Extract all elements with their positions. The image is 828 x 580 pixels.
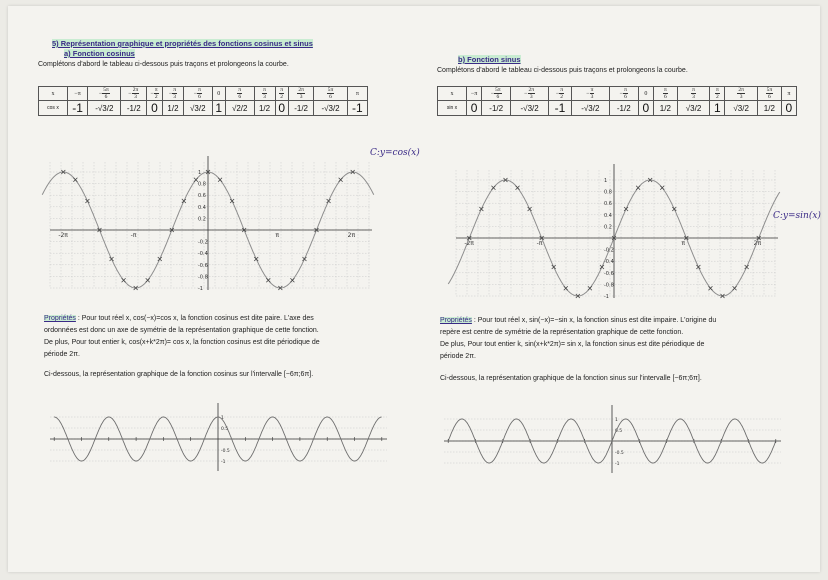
sine-graph-svg [444,156,784,302]
plotted-point [696,265,700,269]
table-value-cell: 0 [467,101,482,116]
table-value-cell: 0 [638,101,653,116]
table-value-cell: -1/2 [288,101,314,116]
y-tick-label: -0.2 [604,247,614,254]
table-value-cell: √3/2 [677,101,710,116]
plotted-point [230,199,234,203]
y-tick-label: 0.6 [604,201,612,208]
table-value-cell: 1/2 [254,101,275,116]
table-x-cell: −π [467,87,482,101]
cosine-graph [38,148,378,294]
table-x-cell: − $\frac{\pi}{3}$ [571,87,609,101]
table-value-cell: 1/2 [162,101,183,116]
y-tick-label: 0.8 [198,181,206,188]
table-x-cell: $\frac{5\pi}{6}$ [757,87,781,101]
worksheet-page [8,6,820,572]
sine-long-graph [440,403,785,475]
table-x-cell: − $\frac{5\pi}{6}$ [482,87,511,101]
plotted-point [528,207,532,211]
sine-value-table [437,86,797,116]
plotted-point [290,278,294,282]
x-tick-label: -2π [58,232,68,239]
table-x-cell: $\frac{\pi}{2}$ [710,87,725,101]
cosine-value-table [38,86,368,116]
table-value-cell: -1 [347,101,367,116]
plotted-point [660,186,664,190]
x-tick-label: -2π [464,240,474,247]
table-value-cell: -√3/2 [571,101,609,116]
table-x-cell: $\frac{\pi}{6}$ [225,87,254,101]
table-value-cell: 1/2 [653,101,677,116]
sine-properties: Propriétés : Pour tout réel x, sin(−x)=−sin x, la fonction sinus est dite impaire. L'origine du repère est centre de symétrie de la représentation graphique de cette fonction. De plus, Pour tout entier k, sin(x+k*2π)= sin x, la fonction sinus est dite périodique de période 2π. [440,317,717,360]
y-tick-label: 1 [221,416,224,421]
table-x-cell: − $\frac{2\pi}{3}$ [511,87,549,101]
table-x-cell: − $\frac{\pi}{6}$ [183,87,212,101]
plotted-point [624,207,628,211]
table-value-cell: -1/2 [121,101,147,116]
plotted-point [564,286,568,290]
y-tick-label: 1 [615,418,618,423]
y-tick-label: 0.8 [604,189,612,196]
plotted-point [745,265,749,269]
plotted-point [85,199,89,203]
y-tick-label: 0.2 [198,216,206,223]
y-tick-label: -0.6 [604,270,614,277]
x-tick-label: -π [130,232,137,239]
y-tick-label: -0.4 [604,259,614,266]
table-x-label: x [39,87,68,101]
cosine-subtitle: a) Fonction cosinus [64,49,135,58]
table-x-cell: − $\frac{5\pi}{6}$ [88,87,121,101]
table-f-label: cos x [39,101,68,116]
y-tick-label: -0.5 [221,449,230,454]
plotted-point [327,199,331,203]
table-value-cell: -1/2 [609,101,638,116]
y-tick-label: 0.5 [221,427,229,432]
y-tick-label: 1 [198,170,202,176]
y-tick-label: -0.8 [604,282,614,289]
table-x-cell: 0 [638,87,653,101]
table-value-row [39,101,368,116]
properties-label: Propriétés [44,315,76,322]
table-x-cell: π [347,87,367,101]
table-value-cell: -√3/2 [314,101,347,116]
plotted-point [218,178,222,182]
plotted-point [516,186,520,190]
table-x-cell: $\frac{2\pi}{3}$ [725,87,758,101]
y-tick-label: 0.6 [198,193,206,200]
plotted-point [600,265,604,269]
plotted-point [110,257,114,261]
table-x-cell: − $\frac{2\pi}{3}$ [121,87,147,101]
table-value-row [438,101,797,116]
table-x-row [438,87,797,101]
plotted-point [636,186,640,190]
table-x-cell: −π [68,87,88,101]
table-value-cell: 1 [212,101,225,116]
cosine-long-graph-svg [46,401,391,473]
cosine-graph-svg [38,148,378,294]
table-value-cell: -1 [548,101,571,116]
plotted-point [733,286,737,290]
table-x-cell: − $\frac{\pi}{6}$ [609,87,638,101]
y-tick-label: 0.4 [604,212,612,219]
table-value-cell: √3/2 [725,101,758,116]
sine-curve-label: C:y=sin(x) [773,211,821,221]
table-x-cell: 0 [212,87,225,101]
x-tick-label: -π [536,240,543,247]
plotted-point [73,178,77,182]
x-tick-label: π [275,232,279,239]
y-tick-label: 0.2 [604,224,612,231]
y-tick-label: -0.8 [198,274,208,281]
y-tick-label: -1 [198,286,203,292]
sine-interval-text: Ci-dessous, la représentation graphique de la fonction sinus sur l'intervalle [−6π;6π]. [440,375,702,382]
x-tick-label: 2π [753,240,762,247]
table-value-cell: -√3/2 [88,101,121,116]
y-tick-label: 0.5 [615,429,623,434]
y-tick-label: -0.4 [198,251,208,258]
plotted-point [182,199,186,203]
y-tick-label: 0.4 [198,204,206,211]
table-x-cell: − $\frac{\pi}{2}$ [147,87,163,101]
plotted-point [266,278,270,282]
table-value-cell: 1/2 [757,101,781,116]
y-tick-label: -0.2 [198,239,208,246]
sine-instruction: Complétons d'abord le tableau ci-dessous puis traçons et prolongeons la courbe. [437,67,688,74]
table-x-cell: $\frac{2\pi}{3}$ [288,87,314,101]
plotted-point [672,207,676,211]
table-value-cell: -√3/2 [511,101,549,116]
plotted-point [254,257,258,261]
table-value-cell: -1/2 [482,101,511,116]
table-value-cell: 0 [275,101,288,116]
table-value-cell: √3/2 [183,101,212,116]
table-x-cell: − $\frac{\pi}{3}$ [162,87,183,101]
cosine-properties: Propriétés : Pour tout réel x, cos(−x)=cos x, la fonction cosinus est dite paire. L'axe des ordonnées est donc un axe de symétrie de la représentation graphique de cette fonction. De plus, Pour tout entier k, cos(x+k*2π)= cos x, la fonction cosinus est dite périodique de période 2π. [44,315,320,358]
plotted-point [194,178,198,182]
table-x-cell: π [781,87,796,101]
properties-label: Propriétés [440,317,472,324]
plotted-point [122,278,126,282]
cosine-curve-label: C:y=cos(x) [370,148,420,158]
section-title: 5) Représentation graphique et propriétés des fonctions cosinus et sinus [52,39,313,48]
table-x-cell: $\frac{5\pi}{6}$ [314,87,347,101]
table-value-cell: 0 [781,101,796,116]
plotted-point [491,186,495,190]
y-tick-label: -1 [615,462,620,467]
plotted-point [479,207,483,211]
table-x-label: x [438,87,467,101]
sine-subtitle: b) Fonction sinus [458,55,521,64]
y-tick-label: -0.6 [198,262,208,269]
table-value-cell: -1 [68,101,88,116]
cosine-long-graph [46,401,391,473]
x-tick-label: π [681,240,685,247]
table-value-cell: 0 [147,101,163,116]
cosine-instruction: Complétons d'abord le tableau ci-dessous puis traçons et prolongeons la courbe. [38,61,289,68]
x-tick-label: 2π [347,232,356,239]
plotted-point [158,257,162,261]
sine-graph [444,156,784,302]
y-tick-label: -1 [221,460,226,465]
y-tick-label: 1 [604,178,608,184]
table-x-cell: $\frac{\pi}{6}$ [653,87,677,101]
y-tick-label: -0.5 [615,451,624,456]
table-x-cell: $\frac{\pi}{2}$ [275,87,288,101]
table-x-cell: − $\frac{\pi}{2}$ [548,87,571,101]
sine-long-graph-svg [440,403,785,475]
plotted-point [339,178,343,182]
cosine-interval-text: Ci-dessous, la représentation graphique de la fonction cosinus sur l'intervalle [−6π;6π]. [44,371,314,378]
table-x-cell: $\frac{\pi}{3}$ [254,87,275,101]
y-tick-label: -1 [604,294,609,300]
table-x-row [39,87,368,101]
table-value-cell: 1 [710,101,725,116]
table-value-cell: √2/2 [225,101,254,116]
table-f-label: sin x [438,101,467,116]
plotted-point [588,286,592,290]
table-x-cell: $\frac{\pi}{3}$ [677,87,710,101]
